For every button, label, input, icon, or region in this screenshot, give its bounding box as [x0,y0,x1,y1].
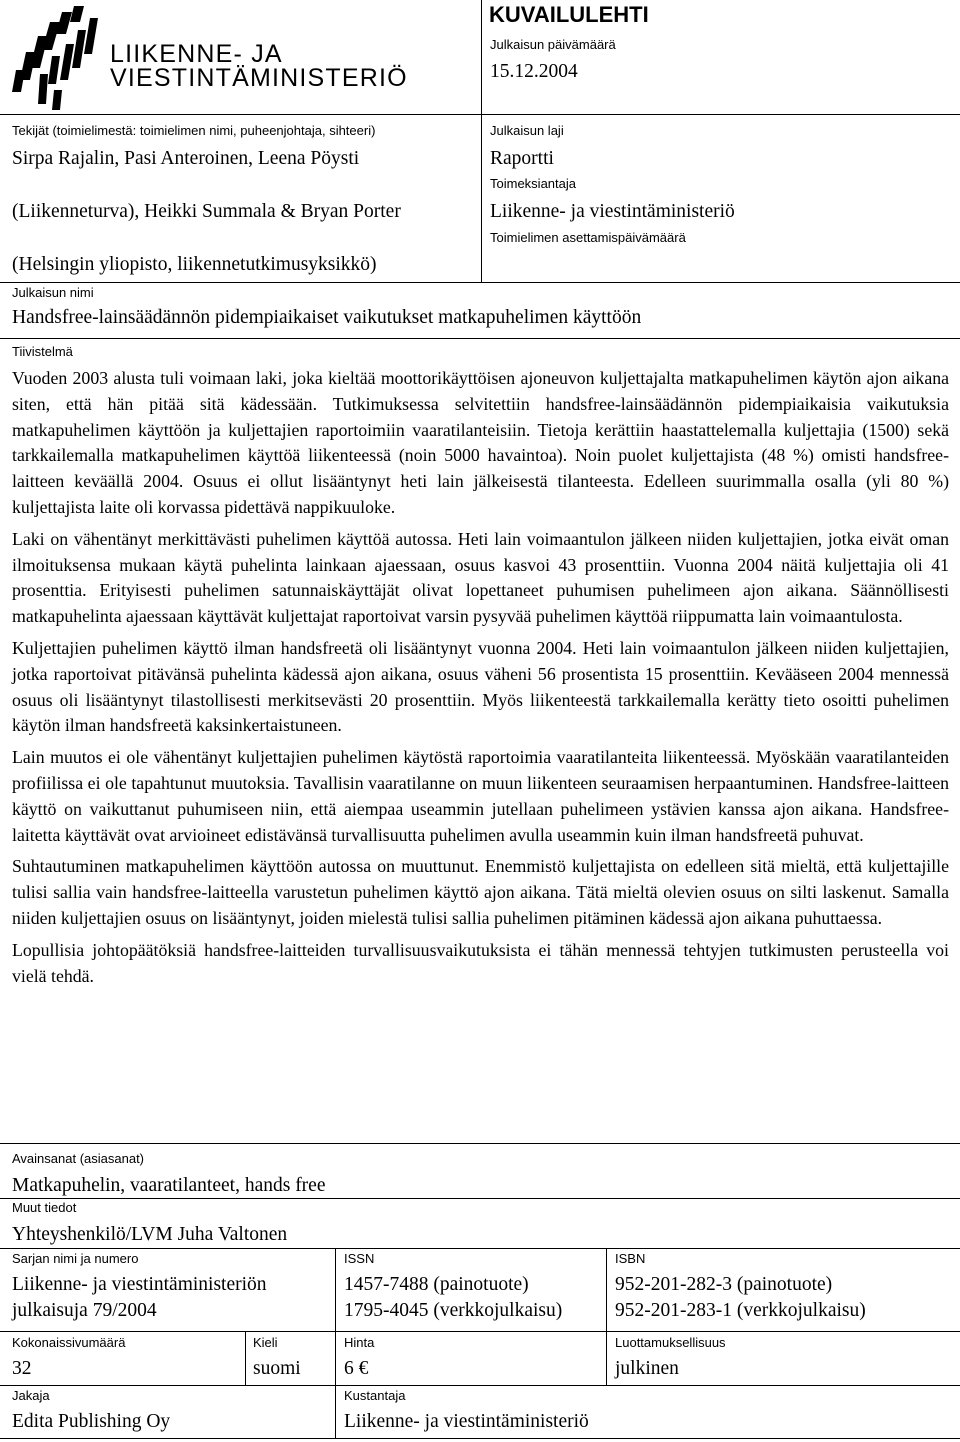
publication-title: Handsfree-lainsäädännön pidempiaikaiset vaikutukset matkapuhelimen käyttöön [12,307,642,328]
other-info-value: Yhteyshenkilö/LVM Juha Valtonen [12,1224,288,1245]
summary-label: Tiivistelmä [12,344,73,359]
distributor-label: Jakaja [12,1388,50,1403]
language-label: Kieli [253,1335,278,1350]
pub-date-value: 15.12.2004 [490,61,578,82]
commissioner-label: Toimeksiantaja [490,176,576,191]
language-value: suomi [253,1358,301,1379]
summary-paragraph: Lopullisia johtopäätöksiä handsfree-laitteiden turvallisuusvaikutuksista ei tähän mennessä tehtyjen tutkimusten perusteella voi vielä tehdä. [12,939,949,986]
ministry-logo-mark [10,4,100,112]
isbn-line1: 952-201-282-3 (painotuote) [615,1274,833,1295]
summary-paragraph: Suhtautuminen matkapuhelimen käyttöön autossa on muuttunut. Enemmistö kuljettajista on edelleen sitä mieltä, että kuljettajille tulisi sallia vain handsfree-laitteella varustetun puhelimen käyttö ajon aikana. Tätä mieltä olevien osuus on silti laskenut. Samalla niiden kuljettajien osuus on lisääntynyt, joiden mielestä tulisi sallia puhelimen pitäminen kädessä ajon aikana puhuttaessa. [12,856,949,928]
rule-bottom [0,1438,960,1439]
rule-title-top [0,282,960,283]
publisher-label: Kustantaja [344,1388,406,1403]
isbn-line2: 952-201-283-1 (verkkojulkaisu) [615,1300,866,1321]
rule-pages-top [0,1331,960,1332]
rule-summary-top [0,338,960,339]
issn-line1: 1457-7488 (painotuote) [344,1274,529,1295]
series-label: Sarjan nimi ja numero [12,1251,139,1266]
rule-info-vertical [481,114,482,282]
rule-col-language [245,1331,246,1385]
summary-body [12,366,949,995]
issn-label: ISSN [344,1251,375,1266]
summary-paragraph: Lain muutos ei ole vähentänyt kuljettajien puhelimen käytöstä raportoimia vaaratilanteita liikenteessä. Myöskään vaaratilanteiden profiilissa ei ole tapahtunut muutoksia. Tavallisin vaaratilanne on muun liikenteen seuraamisen herpaantuminen. Handsfree-laitteen käyttö on vaikuttanut puhumiseen niin, että aiempaa useammin jutellaan puhelimeen ystävien kanssa ajon aikana. Handsfree-laitetta käyttävät ovat arvioineet edistävänsä turvallisuutta puhelimen avulla useammin kuin ilman handsfreetä puhuvat. [12,747,949,845]
keywords-value: Matkapuhelin, vaaratilanteet, hands free [12,1175,326,1196]
pages-label: Kokonaissivumäärä [12,1335,126,1350]
authors-label: Tekijät (toimielimestä: toimielimen nimi, puheenjohtaja, sihteeri) [12,123,376,138]
rule-other-top [0,1198,960,1199]
isbn-label: ISBN [615,1251,646,1266]
ministry-logo [10,4,470,112]
authors-line3: (Helsingin yliopisto, liikennetutkimusyksikkö) [12,254,377,275]
series-line1: Liikenne- ja viestintäministeriön [12,1274,267,1295]
pub-date-label: Julkaisun päivämäärä [490,37,616,52]
rule-distributor-top [0,1385,960,1386]
price-value: 6 € [344,1358,369,1379]
rule-col3 [606,1248,607,1385]
rule-header-vertical [481,0,482,114]
rule-series-top [0,1248,960,1249]
series-line2: julkaisuja 79/2004 [12,1300,157,1321]
commissioner-value: Liikenne- ja viestintäministeriö [490,201,735,222]
summary-paragraph: Kuljettajien puhelimen käyttö ilman handsfreetä oli lisääntynyt vuonna 2004. Heti lain voimaantulon jälkeen niiden kuljettajien, jotka raportoivat pitävänsä puhelinta kädessä ajon aikana, osuus väheni 56 prosentista 15 prosenttiin. Kevääseen 2004 mennessä osuus oli lisääntynyt tilastollisesti merkitsevästi 20 prosenttiin. Myös liikenteestä tarkkailemalla kerätty tieto osoitti puhelimen käytön ilman handsfreetä kaksinkertaistuneen. [12,637,949,736]
distributor-value: Edita Publishing Oy [12,1411,171,1432]
rule-keywords-top [0,1143,960,1144]
publication-type-label: Julkaisun laji [490,123,564,138]
document-type: KUVAILULEHTI [489,2,649,27]
summary-paragraph: Laki on vähentänyt merkittävästi puhelimen käyttöä autossa. Heti lain voimaantulon jälkeen niiden kuljettajien, jotka eivät oman ilmoituksensa mukaan käytä puhelinta lainkaan ajaessaan, osuus kasvoi 43 prosenttiin. Vuonna 2004 näitä kuljettajia oli 41 prosenttia. Erityisesti puhelimen satunnaiskäyttäjät olivat lopettaneet puhumisen puhelimeen ajon aikana. Säännöllisesti matkapuhelinta ajaessaan käyttävät kuljettajat raportoivat varsin pysyvää puhelimen käyttöä riippumatta lain voimaantulosta. [12,528,949,627]
authors-line1: Sirpa Rajalin, Pasi Anteroinen, Leena Pöysti [12,148,360,169]
pages-value: 32 [12,1358,32,1379]
summary-paragraph: Vuoden 2003 alusta tuli voimaan laki, joka kieltää moottorikäyttöisen ajoneuvon kuljettajalta matkapuhelimen käytön ajon aikana siten, että hän pitää sitä kädessään. Tutkimuksessa selvitettiin handsfree-lainsäädännön pidempiaikaisia vaikutuksia matkapuhelimen käyttöön ja kuljettajien raportoimiin vaaratilanteisiin. Tietoja kerättiin haastattelemalla kuljettajia (1500) sekä tarkkailemalla matkapuhelimen käyttöä liikenteessä (noin 5000 havaintoa). Noin puolet kuljettajista (48 %) omisti handsfree-laitteen keväällä 2004. Osuus ei ollut lisääntynyt heti lain jälkeisestä tilanteesta. Edelleen suurimmalla osalla (yli 80 %) kuljettajista laite oli korvassa pidettävä nappikuuloke. [12,368,949,517]
other-info-label: Muut tiedot [12,1200,77,1215]
price-label: Hinta [344,1335,375,1350]
issn-line2: 1795-4045 (verkkojulkaisu) [344,1300,563,1321]
rule-col2 [335,1248,336,1438]
logo-line1: LIIKENNE- JA [110,40,283,68]
logo-line2: VIESTINTÄMINISTERIÖ [110,64,408,92]
rule-top [0,114,960,115]
publisher-value: Liikenne- ja viestintäministeriö [344,1411,589,1432]
confidentiality-label: Luottamuksellisuus [615,1335,726,1350]
confidentiality-value: julkinen [615,1358,679,1379]
authors-line2: (Liikenneturva), Heikki Summala & Bryan Porter [12,201,401,222]
title-label: Julkaisun nimi [12,285,94,300]
keywords-label: Avainsanat (asiasanat) [12,1151,145,1166]
appointment-date-label: Toimielimen asettamispäivämäärä [490,230,686,245]
publication-type-value: Raportti [490,148,554,169]
